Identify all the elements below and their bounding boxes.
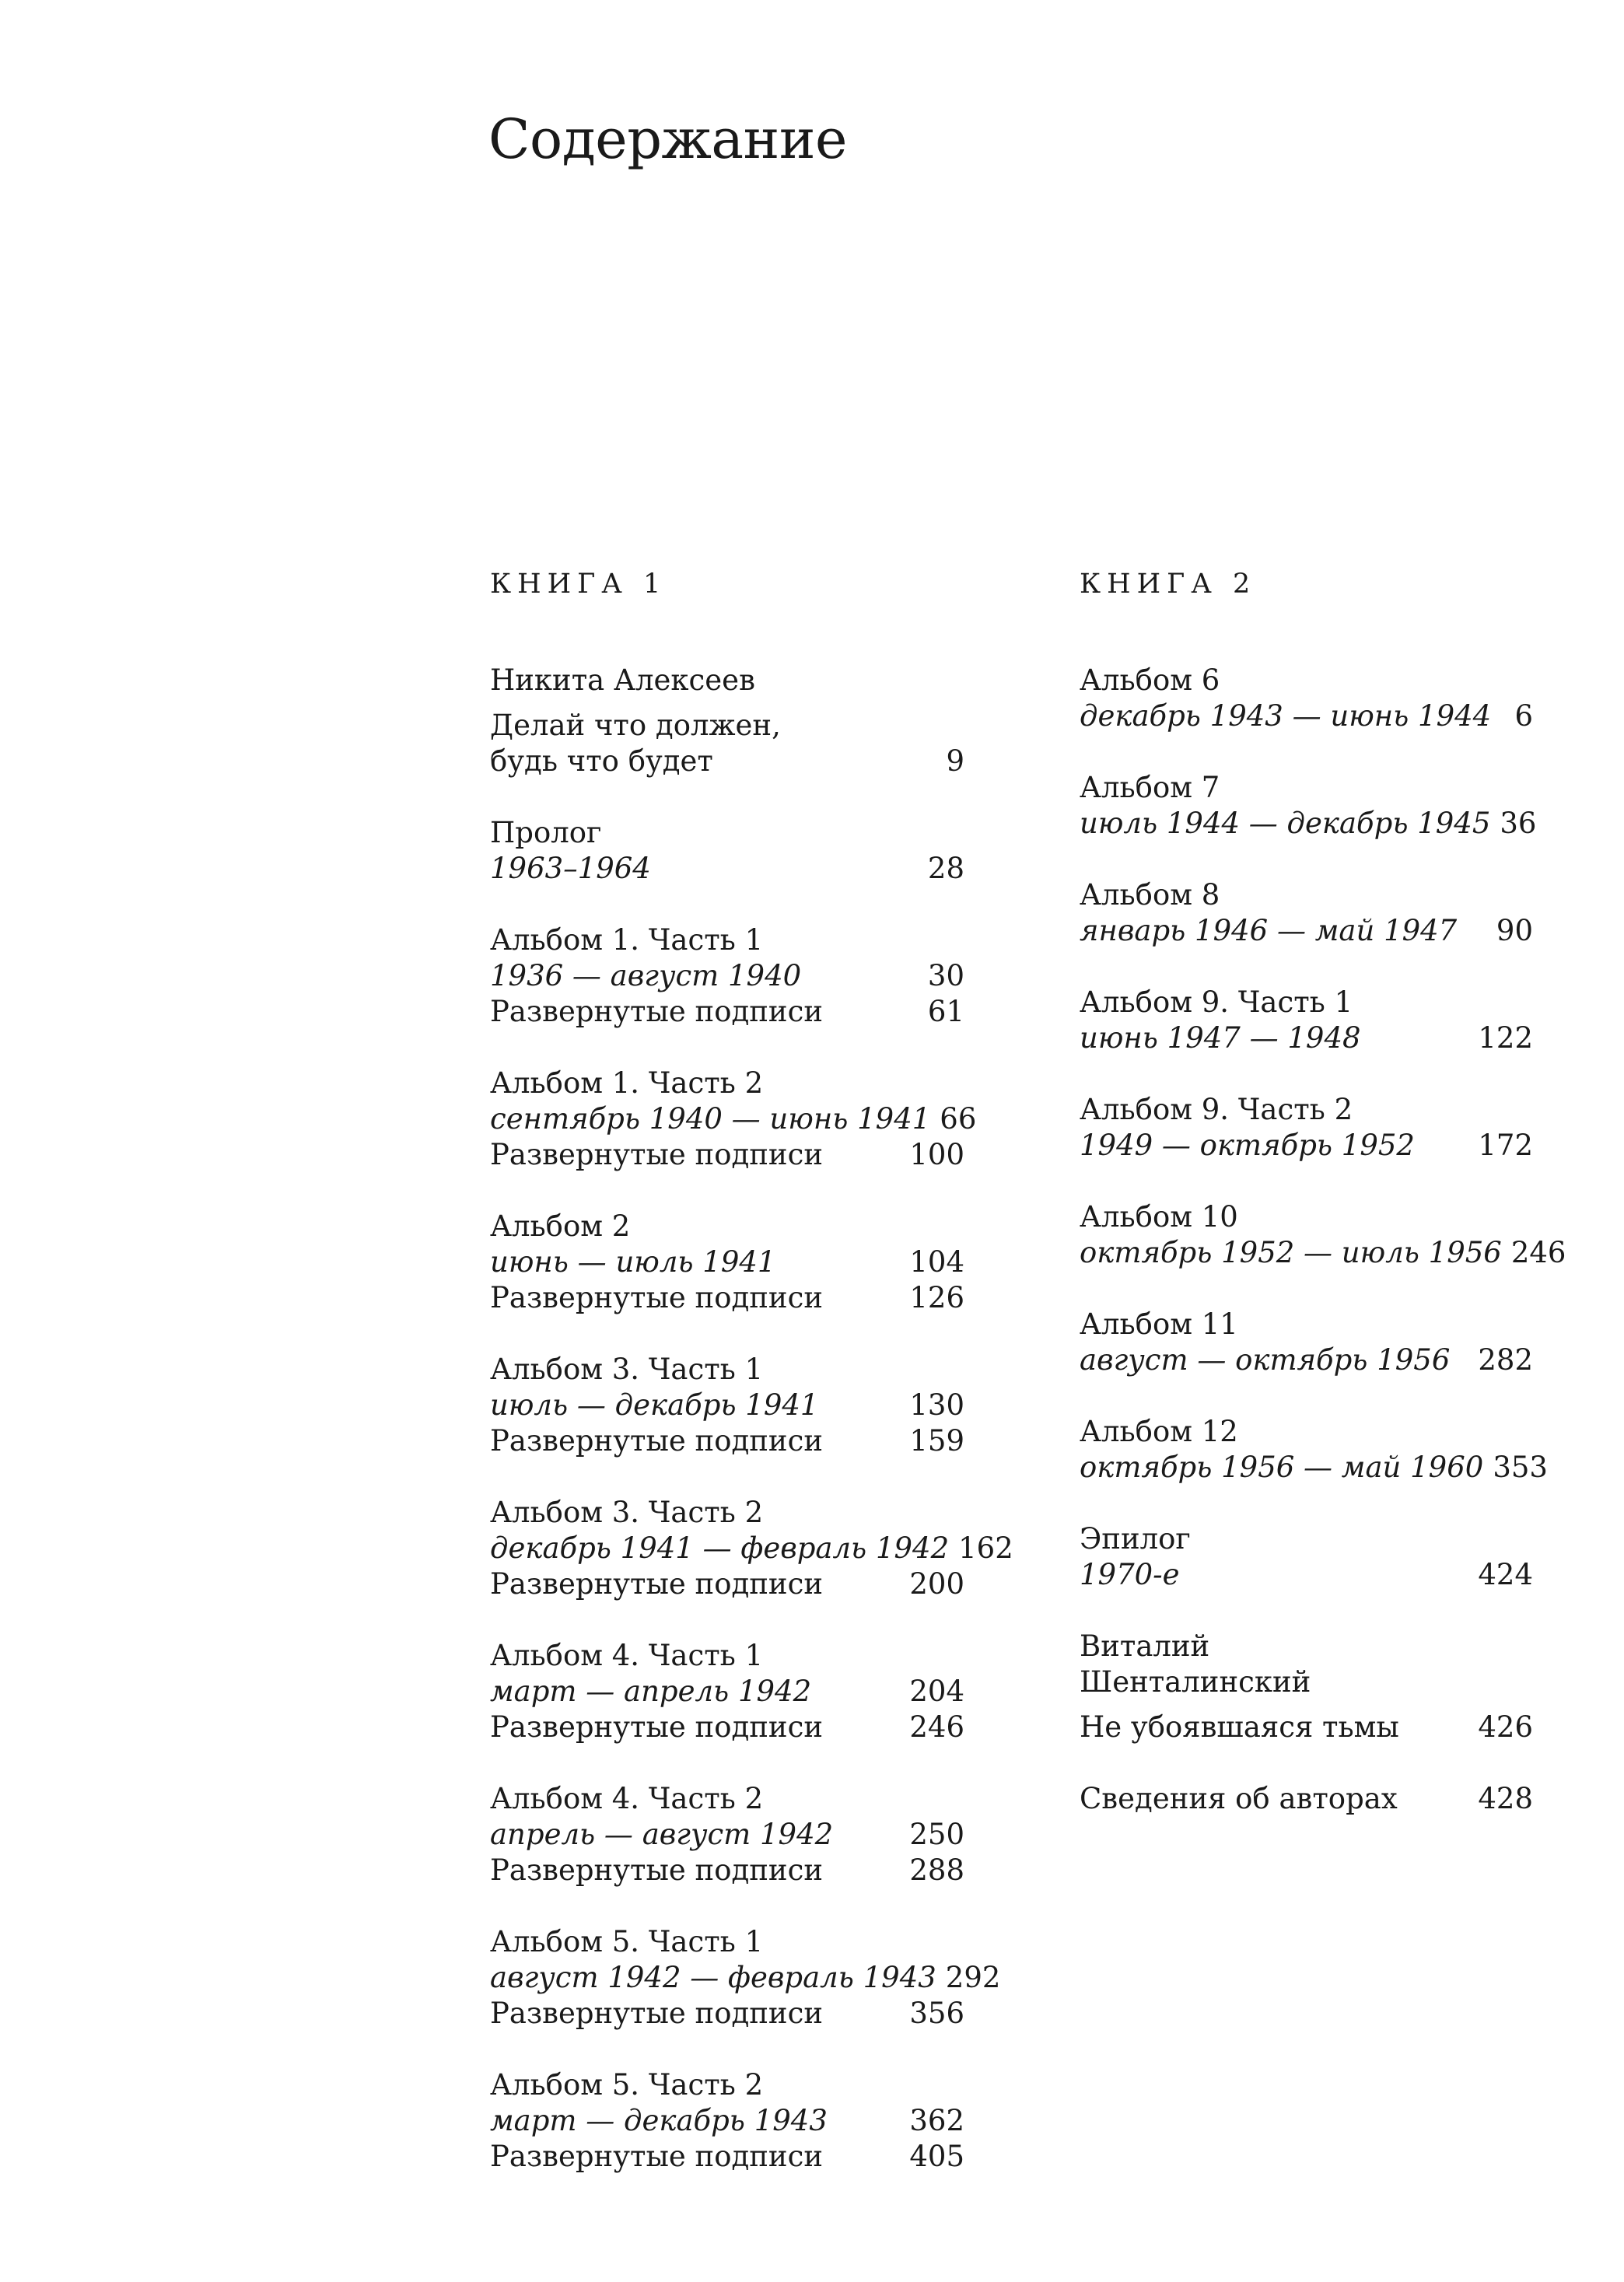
toc-page-number: 204 (909, 1675, 964, 1708)
toc-entry-title: Пролог (490, 816, 602, 849)
toc-entry-title: Альбом 3. Часть 2 (490, 1496, 764, 1529)
toc-entry-album-1-part-2 (490, 1066, 977, 1173)
toc-entry-title-line (1080, 1414, 1533, 1450)
toc-entry-dates-line (1080, 1450, 1548, 1486)
toc-entry-dates-line (1080, 913, 1533, 949)
toc-entry-title-line (1080, 985, 1533, 1020)
toc-page-number: 100 (909, 1138, 964, 1171)
toc-entry-dates: август — октябрь 1956 (1080, 1343, 1451, 1377)
toc-entry-title: Альбом 7 (1080, 771, 1220, 804)
toc-entry-album-3-part-1 (490, 1352, 964, 1459)
toc-entry-title: Эпилог (1080, 1522, 1191, 1556)
toc-entry-captions-line (490, 1280, 964, 1316)
toc-page-number: 122 (1478, 1021, 1533, 1055)
toc-entry-dates-line (1080, 1020, 1533, 1056)
toc-entry-author-line-2 (1080, 1664, 1533, 1700)
toc-entry-captions-line (490, 1423, 964, 1459)
toc-page-number: 28 (927, 852, 964, 885)
book-1-column (490, 566, 1013, 2210)
toc-page-number: 292 (945, 1961, 1001, 1994)
toc-entry-title-line (1080, 1092, 1533, 1128)
book-2-column (1080, 566, 1566, 1853)
toc-entry-essay-title: Не убоявшаяся тьмы (1080, 1710, 1399, 1744)
toc-entry-dates: 1963–1964 (490, 852, 651, 885)
toc-entry-title: Альбом 1. Часть 2 (490, 1066, 764, 1100)
toc-entry-title: Альбом 5. Часть 2 (490, 2068, 764, 2102)
toc-entry-dates-line (490, 1674, 964, 1710)
toc-page-number: 405 (909, 2140, 964, 2173)
toc-page-number: 90 (1496, 914, 1533, 947)
toc-entry-album-4-part-1 (490, 1638, 964, 1745)
toc-entry-album-7 (1080, 770, 1537, 842)
toc-entry-dates: июнь 1947 — 1948 (1080, 1021, 1361, 1055)
toc-entry-captions: Развернутые подписи (490, 1281, 823, 1314)
toc-page-number: 282 (1478, 1343, 1533, 1377)
toc-entry-dates: декабрь 1941 — февраль 1942 (490, 1531, 950, 1565)
toc-entry-dates: июнь — июль 1941 (490, 1245, 776, 1279)
page-title: Содержание (488, 107, 847, 171)
toc-entry-captions: Развернутые подписи (490, 1997, 823, 2030)
toc-entry-dates: март — декабрь 1943 (490, 2104, 828, 2137)
book-1-heading: КНИГА 1 (490, 569, 667, 600)
toc-entry-title-line (490, 2067, 964, 2103)
toc-entry-album-4-part-2 (490, 1781, 964, 1888)
toc-entry-about-authors (1080, 1781, 1533, 1817)
toc-entry-captions: Развернутые подписи (490, 995, 823, 1028)
toc-entry-author (490, 663, 964, 698)
toc-entry-title: Виталий (1080, 1629, 1210, 1663)
toc-entry-title: Альбом 12 (1080, 1415, 1238, 1448)
toc-page-number: 426 (1478, 1710, 1533, 1744)
toc-page-number: 424 (1478, 1558, 1533, 1591)
toc-entry-dates-line (490, 1101, 977, 1137)
toc-entry-title: Альбом 9. Часть 1 (1080, 985, 1353, 1019)
toc-entry-album-3-part-2 (490, 1495, 1013, 1602)
toc-entry-title-line (490, 1638, 964, 1674)
toc-entry-dates-line (1080, 1342, 1533, 1378)
toc-entry-dates: 1949 — октябрь 1952 (1080, 1129, 1415, 1162)
toc-entry-title: Альбом 4. Часть 1 (490, 1639, 764, 1672)
toc-page-number: 104 (909, 1245, 964, 1279)
toc-page-number: 288 (909, 1853, 964, 1887)
toc-page-number: 246 (1510, 1236, 1566, 1269)
toc-entry-shentalinsky (1080, 1629, 1533, 1745)
toc-entry-dates: июль — декабрь 1941 (490, 1388, 819, 1422)
toc-entry-dates-line (490, 958, 964, 994)
toc-entry-album-2 (490, 1209, 964, 1316)
toc-entry-title: Альбом 10 (1080, 1200, 1238, 1234)
toc-entry-essay-line (1080, 1710, 1533, 1745)
toc-entry-dates-line (490, 1817, 964, 1853)
toc-entry-title-line (1080, 1781, 1533, 1817)
toc-entry-dates: август 1942 — февраль 1943 (490, 1961, 936, 1994)
toc-entry-title: Альбом 9. Часть 2 (1080, 1093, 1353, 1126)
toc-page-number: 162 (958, 1531, 1013, 1565)
toc-page-number: 356 (909, 1997, 964, 2030)
toc-entry-dates-line (490, 2103, 964, 2139)
toc-entry-album-9-part-1 (1080, 985, 1533, 1056)
toc-entry-dates-line (490, 1531, 1013, 1566)
toc-entry-album-6 (1080, 663, 1533, 734)
toc-entry-title-line (490, 1352, 964, 1388)
toc-entry-captions: Развернутые подписи (490, 2140, 823, 2173)
toc-entry-title: Альбом 8 (1080, 878, 1220, 912)
toc-entry-prologue (490, 815, 964, 887)
toc-entry-title-line (490, 1924, 964, 1960)
toc-entry-captions: Развернутые подписи (490, 1853, 823, 1887)
toc-page-number: 250 (909, 1818, 964, 1851)
toc-page-number: 61 (927, 995, 964, 1028)
toc-entry-dates-line (1080, 698, 1533, 734)
toc-page-number: 159 (909, 1424, 964, 1458)
toc-entry-dates-line (490, 1244, 964, 1280)
toc-entry-title: Сведения об авторах (1080, 1782, 1398, 1815)
toc-entry-title: Альбом 5. Часть 1 (490, 1925, 764, 1958)
toc-entry-album-11 (1080, 1307, 1533, 1378)
toc-entry-dates: апрель — август 1942 (490, 1818, 834, 1851)
toc-entry-dates-line (1080, 1128, 1533, 1164)
toc-page-number: 66 (940, 1102, 977, 1136)
toc-entry-title-line (490, 1066, 964, 1101)
toc-page-number: 36 (1500, 807, 1537, 840)
toc-entry-dates: сентябрь 1940 — июнь 1941 (490, 1102, 931, 1136)
toc-entry-album-1-part-1 (490, 922, 964, 1030)
toc-entry-captions: Развернутые подписи (490, 1138, 823, 1171)
toc-entry-album-12 (1080, 1414, 1548, 1486)
toc-page-number: 428 (1478, 1782, 1533, 1815)
toc-entry-dates: декабрь 1943 — июнь 1944 (1080, 699, 1492, 733)
toc-entry-dates: июль 1944 — декабрь 1945 (1080, 807, 1491, 840)
toc-entry-title: Альбом 11 (1080, 1307, 1238, 1341)
toc-entry-dates-line (490, 851, 964, 887)
toc-entry-captions-line (490, 1137, 964, 1173)
book-2-heading: КНИГА 2 (1080, 569, 1257, 600)
toc-entry-captions: Развернутые подписи (490, 1424, 823, 1458)
toc-entry-author-line-1 (1080, 1629, 1533, 1664)
toc-entry-title: Альбом 3. Часть 1 (490, 1353, 764, 1386)
toc-page-number: 130 (909, 1388, 964, 1422)
toc-entry-title-line (490, 922, 964, 958)
toc-entry-captions-line (490, 2139, 964, 2175)
toc-entry-captions-line (490, 1566, 964, 1602)
toc-entry-title-line (490, 1495, 964, 1531)
toc-entry-album-5-part-1 (490, 1924, 1001, 2032)
toc-entry-captions-line (490, 1710, 964, 1745)
toc-entry-essay-line-1 (490, 708, 964, 744)
toc-entry-dates: март — апрель 1942 (490, 1675, 812, 1708)
toc-entry-essay-title-cont: будь что будет (490, 744, 713, 778)
toc-entry-essay-line-2 (490, 744, 964, 779)
toc-entry-title-line (1080, 1521, 1533, 1557)
toc-page-number: 9 (946, 744, 964, 778)
toc-entry-dates-line (1080, 1235, 1566, 1271)
toc-entry-dates: 1936 — август 1940 (490, 959, 802, 992)
toc-entry-title: Альбом 2 (490, 1209, 631, 1243)
toc-page-number: 126 (909, 1281, 964, 1314)
toc-entry-title: Альбом 1. Часть 1 (490, 923, 764, 957)
toc-entry-title-line (490, 1209, 964, 1244)
toc-entry-title-line (1080, 1199, 1533, 1235)
toc-entry-dates-line (1080, 1557, 1533, 1593)
toc-page-number: 246 (909, 1710, 964, 1744)
toc-entry-captions-line (490, 1996, 964, 2032)
toc-entry-title: Альбом 6 (1080, 663, 1220, 697)
toc-entry-album-8 (1080, 877, 1533, 949)
toc-entry-captions-line (490, 994, 964, 1030)
toc-page-number: 362 (909, 2104, 964, 2137)
toc-entry-title-line (1080, 663, 1533, 698)
toc-entry-album-9-part-2 (1080, 1092, 1533, 1164)
toc-entry-title-line (1080, 877, 1533, 913)
toc-entry-album-10 (1080, 1199, 1566, 1271)
toc-page-number: 6 (1514, 699, 1533, 733)
toc-entry-title: Никита Алексеев (490, 663, 755, 697)
toc-entry-title-line (490, 1781, 964, 1817)
toc-page-number: 353 (1493, 1451, 1548, 1484)
toc-entry-dates: октябрь 1952 — июль 1956 (1080, 1236, 1502, 1269)
toc-entry-dates-line (490, 1960, 1001, 1996)
toc-entry-captions-line (490, 1853, 964, 1888)
toc-entry-dates-line (1080, 806, 1537, 842)
toc-entry-title-line (1080, 770, 1533, 806)
toc-entry-captions: Развернутые подписи (490, 1710, 823, 1744)
toc-entry-dates: 1970-е (1080, 1558, 1180, 1591)
toc-entry-album-5-part-2 (490, 2067, 964, 2175)
toc-entry-dates-line (490, 1388, 964, 1423)
toc-entry-title: Альбом 4. Часть 2 (490, 1782, 764, 1815)
toc-entry-alekseev (490, 663, 964, 779)
toc-page-number: 30 (927, 959, 964, 992)
toc-page-number: 172 (1478, 1129, 1533, 1162)
toc-entry-epilogue (1080, 1521, 1533, 1593)
toc-entry-title-line (490, 815, 964, 851)
toc-entry-title-cont: Шенталинский (1080, 1665, 1311, 1699)
toc-entry-essay-title: Делай что должен, (490, 709, 781, 742)
toc-entry-captions: Развернутые подписи (490, 1567, 823, 1601)
toc-entry-dates: январь 1946 — май 1947 (1080, 914, 1458, 947)
toc-entry-title-line (1080, 1307, 1533, 1342)
toc-page-number: 200 (909, 1567, 964, 1601)
toc-entry-dates: октябрь 1956 — май 1960 (1080, 1451, 1484, 1484)
